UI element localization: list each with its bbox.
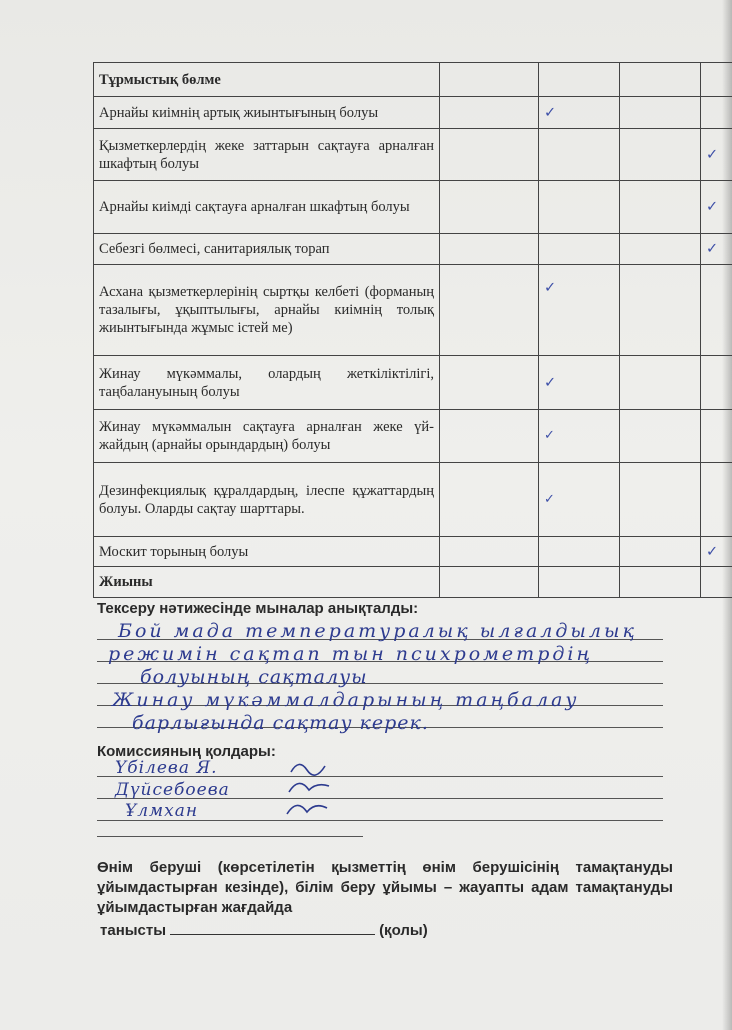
row-label: Арнайы киімнің артық жиынтығының болуы bbox=[94, 97, 440, 129]
table-total-row bbox=[94, 567, 732, 598]
acknowledgement-prefix: таныcты bbox=[100, 922, 167, 939]
check-mark: ✓ bbox=[539, 410, 620, 463]
table-row bbox=[94, 129, 732, 181]
table-row bbox=[94, 234, 732, 265]
check-mark: ✓ bbox=[701, 234, 732, 265]
row-label: Жинау мүкәммалы, олардың жеткіліктілігі, таңбалануының болуы bbox=[94, 356, 440, 410]
inspection-table bbox=[93, 62, 732, 598]
handwritten-finding: барлығында сақтау керек. bbox=[132, 712, 429, 734]
handwritten-finding: режимін сақтап тын психрометрдің bbox=[108, 643, 594, 665]
acknowledgement-suffix: (қолы) bbox=[379, 922, 428, 939]
check-mark: ✓ bbox=[701, 129, 732, 181]
check-mark: ✓ bbox=[539, 265, 620, 356]
check-mark: ✓ bbox=[539, 97, 620, 129]
table-row bbox=[94, 410, 732, 463]
row-label: Дезинфекциялық құралдардың, ілеспе құжаттардың болуы. Оларды сақтау шарттары. bbox=[94, 463, 440, 537]
table-row bbox=[94, 265, 732, 356]
table-row bbox=[94, 356, 732, 410]
row-label: Москит торының болуы bbox=[94, 537, 440, 567]
row-label: Арнайы киімді сақтауға арналған шкафтың болуы bbox=[94, 181, 440, 234]
check-mark: ✓ bbox=[701, 181, 732, 234]
findings-title: Тексеру нәтижесінде мыналар анықталды: bbox=[97, 600, 419, 617]
row-label: Жинау мүкәммалын сақтауға арналған жеке үй-жайдың (арнайы орындардың) болуы bbox=[94, 410, 440, 463]
check-mark: ✓ bbox=[539, 356, 620, 410]
footer-paragraph: Өнім беруші (көрсетілетін қызметтің өнім берушісінің тамақтануды ұйымдастырған кезінде), білім беру ұйымы – жауапты адам тамақтануды ұйымдастырған жағдайда bbox=[97, 859, 673, 916]
table-row bbox=[94, 537, 732, 567]
table-row bbox=[94, 181, 732, 234]
handwritten-finding: Бой мада температуралық ылғалдылық bbox=[118, 620, 637, 642]
row-label: Асхана қызметкерлерінің сыртқы келбеті (форманың тазалығы, ұқыптылығы, арнайы киімнің толық жиынтығында жұмыс істей ме) bbox=[94, 265, 440, 356]
commission-signature: Ұлмхан bbox=[125, 801, 199, 821]
handwritten-finding: Жинау мүкәммалдарының таңбалау bbox=[112, 689, 580, 711]
commission-signature: Үбілева Я. bbox=[115, 758, 218, 778]
check-mark: ✓ bbox=[701, 537, 732, 567]
row-label: Қызметкерлердің жеке заттарын сақтауға арналған шкафтың болуы bbox=[94, 129, 440, 181]
table-row bbox=[94, 97, 732, 129]
commission-title: Комиссияның қолдары: bbox=[97, 743, 276, 760]
table-section-row bbox=[94, 63, 732, 97]
section-title: Тұрмыстық бөлме bbox=[94, 63, 440, 97]
signature-blank bbox=[170, 920, 375, 935]
check-mark: ✓ bbox=[539, 463, 620, 537]
table-row bbox=[94, 463, 732, 537]
signature-scribbles bbox=[285, 756, 345, 822]
commission-signature: Дүйсебоева bbox=[115, 780, 230, 800]
row-label: Себезгі бөлмесі, санитариялық торап bbox=[94, 234, 440, 265]
handwritten-finding: болуының сақталуы bbox=[140, 666, 368, 688]
acknowledgement-line bbox=[100, 920, 428, 939]
total-label: Жиыны bbox=[94, 567, 440, 598]
